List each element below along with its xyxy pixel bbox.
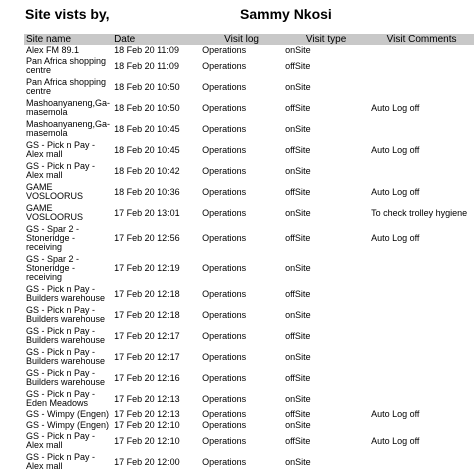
cell-visit-comment: Auto Log off — [371, 435, 420, 446]
cell-site-name: GS - Pick n Pay - Alex mall — [26, 452, 96, 471]
cell-visit-log: Operations — [202, 144, 247, 155]
cell-visit-type: offSite — [285, 372, 311, 383]
cell-site-name: Mashoanyaneng,Ga-masemola — [26, 98, 111, 117]
table-row — [24, 119, 474, 140]
table-row — [24, 224, 474, 254]
table-row — [24, 410, 474, 421]
site-visits-table — [24, 34, 474, 473]
report-title: Site vists by, — [25, 6, 110, 22]
report-user-name: Sammy Nkosi — [240, 6, 332, 22]
cell-site-name: GS - Pick n Pay - Builders warehouse — [26, 347, 106, 366]
cell-visit-comment — [369, 420, 474, 431]
table-row — [24, 368, 474, 389]
cell-visit-comment — [369, 77, 474, 98]
cell-site-name: GAME VOSLOORUS — [26, 182, 84, 201]
cell-site-name: GS - Pick n Pay - Alex mall — [26, 161, 96, 180]
table-row — [24, 77, 474, 98]
cell-date: 17 Feb 20 13:01 — [114, 207, 180, 218]
cell-visit-comment: Auto Log off — [371, 233, 420, 243]
cell-visit-comment — [369, 347, 474, 368]
cell-visit-log: Operations — [202, 351, 247, 362]
cell-date: 18 Feb 20 10:50 — [114, 102, 180, 113]
cell-date: 17 Feb 20 12:00 — [114, 456, 180, 467]
cell-visit-log: Operations — [202, 288, 247, 299]
table-row — [24, 254, 474, 284]
cell-visit-type: onSite — [285, 351, 311, 362]
cell-visit-comment — [369, 56, 474, 77]
cell-date: 17 Feb 20 12:17 — [114, 330, 180, 341]
cell-visit-log: Operations — [202, 263, 247, 273]
cell-visit-type: onSite — [285, 393, 311, 404]
cell-visit-type: offSite — [285, 288, 311, 299]
cell-visit-type: offSite — [285, 102, 311, 113]
table-header-row — [24, 34, 474, 45]
cell-date: 18 Feb 20 11:09 — [114, 60, 179, 71]
cell-visit-log: Operations — [202, 102, 247, 113]
cell-site-name: GS - Spar 2 - Stoneridge - receiving — [26, 224, 80, 252]
cell-visit-type: offSite — [285, 409, 311, 420]
table-row — [24, 182, 474, 203]
cell-visit-comment — [369, 326, 474, 347]
table-row — [24, 420, 474, 431]
cell-site-name: GS - Pick n Pay - Builders warehouse — [26, 326, 106, 345]
cell-site-name: GS - Pick n Pay - Builders warehouse — [26, 368, 106, 387]
column-header-date: Date — [114, 34, 136, 45]
cell-site-name: GS - Pick n Pay - Alex mall — [26, 140, 96, 159]
cell-visit-log: Operations — [202, 45, 247, 55]
cell-date: 17 Feb 20 12:19 — [114, 263, 180, 273]
cell-date: 17 Feb 20 12:13 — [114, 409, 180, 420]
cell-date: 17 Feb 20 12:13 — [114, 393, 180, 404]
cell-site-name: GS - Wimpy (Engen) — [26, 409, 110, 420]
cell-site-name: Alex FM 89.1 — [26, 45, 80, 55]
column-header-visit-type: Visit type — [305, 34, 347, 45]
table-row — [24, 203, 474, 224]
cell-visit-type: onSite — [285, 123, 311, 134]
cell-visit-comment: Auto Log off — [371, 144, 420, 155]
column-header-site-name: Site name — [26, 34, 72, 45]
cell-site-name: GS - Pick n Pay - Builders warehouse — [26, 284, 106, 303]
cell-visit-type: onSite — [285, 420, 311, 430]
cell-visit-comment: Auto Log off — [371, 409, 420, 420]
cell-visit-type: offSite — [285, 186, 311, 197]
cell-visit-comment: Auto Log off — [371, 102, 420, 113]
cell-date: 17 Feb 20 12:18 — [114, 288, 180, 299]
cell-date: 17 Feb 20 12:18 — [114, 309, 180, 320]
column-header-visit-log: Visit log — [224, 34, 259, 45]
cell-date: 18 Feb 20 11:09 — [114, 45, 179, 55]
cell-site-name: GS - Pick n Pay - Builders warehouse — [26, 305, 106, 324]
cell-visit-type: onSite — [285, 81, 311, 92]
cell-site-name: Pan Africa shopping centre — [26, 77, 107, 96]
table-row — [24, 389, 474, 410]
cell-visit-comment — [369, 305, 474, 326]
cell-visit-comment — [369, 284, 474, 305]
cell-visit-comment — [369, 389, 474, 410]
cell-date: 17 Feb 20 12:10 — [114, 435, 180, 446]
cell-site-name: GS - Pick n Pay - Eden Meadows — [26, 389, 96, 408]
cell-site-name: GS - Pick n Pay - Alex mall — [26, 431, 96, 450]
table-row — [24, 140, 474, 161]
cell-visit-type: offSite — [285, 60, 311, 71]
cell-date: 18 Feb 20 10:50 — [114, 81, 180, 92]
table-body — [24, 45, 474, 473]
cell-visit-comment — [369, 254, 474, 284]
cell-visit-log: Operations — [202, 165, 247, 176]
cell-visit-log: Operations — [202, 233, 247, 243]
cell-visit-comment — [369, 452, 474, 473]
table-row — [24, 326, 474, 347]
cell-visit-type: offSite — [285, 435, 311, 446]
cell-visit-log: Operations — [202, 60, 247, 71]
cell-date: 18 Feb 20 10:45 — [114, 123, 180, 134]
cell-visit-log: Operations — [202, 456, 247, 467]
cell-site-name: Pan Africa shopping centre — [26, 56, 107, 75]
cell-visit-type: onSite — [285, 207, 311, 218]
cell-visit-type: offSite — [285, 144, 311, 155]
cell-visit-type: onSite — [285, 309, 311, 320]
cell-site-name: GS - Wimpy (Engen) — [26, 420, 110, 430]
table-row — [24, 56, 474, 77]
cell-visit-type: onSite — [285, 263, 311, 273]
cell-visit-log: Operations — [202, 81, 247, 92]
cell-visit-type: onSite — [285, 45, 311, 55]
cell-visit-type: onSite — [285, 456, 311, 467]
cell-visit-comment — [369, 161, 474, 182]
cell-visit-comment: To check trolley hygiene — [371, 207, 468, 218]
cell-visit-log: Operations — [202, 207, 247, 218]
cell-date: 17 Feb 20 12:16 — [114, 372, 180, 383]
cell-visit-log: Operations — [202, 393, 247, 404]
cell-site-name: GS - Spar 2 - Stoneridge - receiving — [26, 254, 80, 282]
cell-date: 17 Feb 20 12:10 — [114, 420, 180, 430]
table-row — [24, 431, 474, 452]
cell-visit-log: Operations — [202, 186, 247, 197]
cell-visit-type: offSite — [285, 233, 311, 243]
cell-visit-log: Operations — [202, 330, 247, 341]
table-row — [24, 347, 474, 368]
table-row — [24, 98, 474, 119]
column-header-visit-comments: Visit Comments — [386, 34, 457, 45]
cell-visit-log: Operations — [202, 409, 247, 420]
cell-date: 18 Feb 20 10:36 — [114, 186, 180, 197]
cell-site-name: Mashoanyaneng,Ga-masemola — [26, 119, 111, 138]
cell-visit-log: Operations — [202, 123, 247, 134]
cell-visit-comment: Auto Log off — [371, 186, 420, 197]
table-row — [24, 452, 474, 473]
table-row — [24, 161, 474, 182]
cell-date: 18 Feb 20 10:42 — [114, 165, 180, 176]
cell-visit-type: offSite — [285, 330, 311, 341]
cell-visit-comment — [369, 119, 474, 140]
cell-visit-comment — [369, 368, 474, 389]
table-row — [24, 45, 474, 56]
table-row — [24, 284, 474, 305]
cell-date: 18 Feb 20 10:45 — [114, 144, 180, 155]
table-row — [24, 305, 474, 326]
cell-visit-log: Operations — [202, 372, 247, 383]
cell-visit-comment — [369, 45, 474, 56]
cell-visit-log: Operations — [202, 435, 247, 446]
cell-date: 17 Feb 20 12:17 — [114, 351, 180, 362]
cell-visit-type: onSite — [285, 165, 311, 176]
cell-visit-log: Operations — [202, 420, 247, 430]
cell-site-name: GAME VOSLOORUS — [26, 203, 84, 222]
cell-visit-log: Operations — [202, 309, 247, 320]
cell-date: 17 Feb 20 12:56 — [114, 233, 180, 243]
